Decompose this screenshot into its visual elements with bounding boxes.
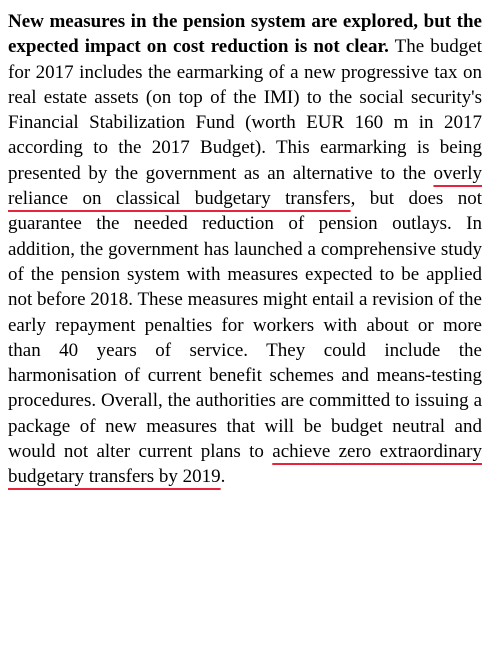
lead-sentence: New measures in the pension system are explored, but the expected impact on cost reduction is not clear. [8,11,482,58]
body-text-3: . [220,466,226,488]
highlight-overly-reliance: overly reliance on classical budgetary transfers [8,162,482,210]
body-text-2: , but does not guarantee the needed reduction of pension outlays. In addition, the government has launched a comprehensive study of the pension system with measures expected to be applied not before 2018. These measures might entail a revision of the early repayment penalties for workers with about or more than 40 years of service. They could include the harmonisation of current benefit schemes and means-testing procedures. Overall, the authorities are committed to issuing a package of new measures that will be budget neutral and would not alter current plans to [8,188,482,463]
highlight-zero-transfers: achieve zero extraordinary budgetary transfers by 2019 [8,441,482,488]
paragraph-pension-measures [8,9,482,490]
body-text-1: The budget for 2017 includes the earmarking of a new progressive tax on real estate assets (on top of the IMI) to the social security's Financial Stabilization Fund (worth EUR 160 m in 2017 according to the 2017 Budget). This earmarking is being presented by the government as an alternative to the [8,36,482,184]
